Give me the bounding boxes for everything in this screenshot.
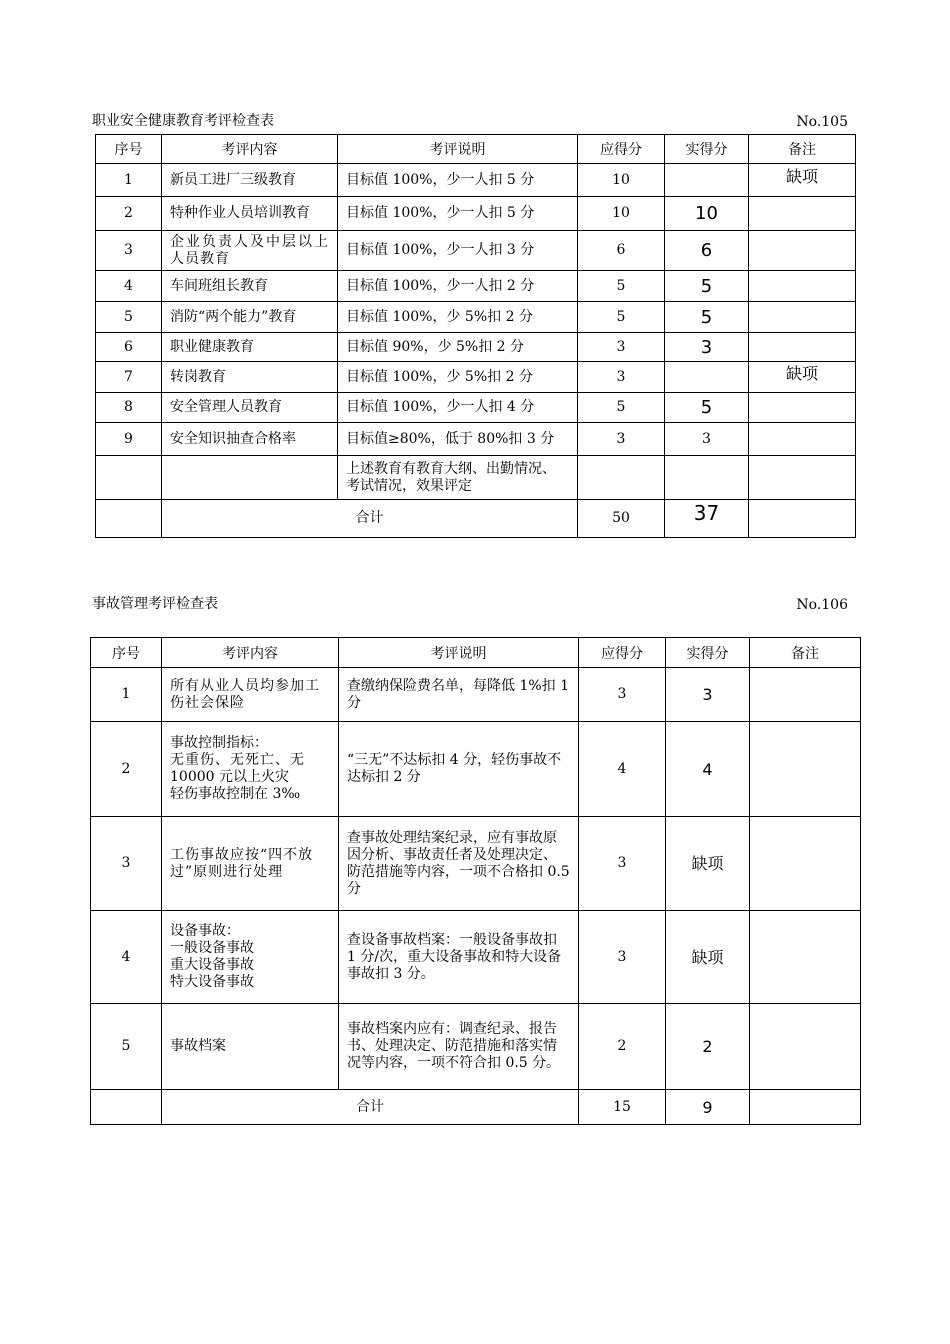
table-row bbox=[96, 423, 856, 456]
row-no: 8 bbox=[96, 393, 162, 423]
header-no: 序号 bbox=[96, 135, 162, 164]
row-desc: 上述教育有教育大纲、出勤情况、考试情况，效果评定 bbox=[338, 456, 578, 500]
row-desc: 事故档案内应有：调查纪录、报告书、处理决定、防范措施和落实情况等内容，一项不符合扣 0.5 分。 bbox=[339, 1004, 579, 1090]
total-should: 50 bbox=[578, 500, 665, 538]
content-line: 一般设备事故 bbox=[170, 940, 254, 956]
row-actual: 4 bbox=[666, 722, 750, 817]
content-line: 重大设备事故 bbox=[170, 957, 254, 973]
row-remark bbox=[749, 197, 856, 231]
table-row bbox=[96, 302, 856, 333]
row-no: 3 bbox=[96, 231, 162, 271]
row-should: 5 bbox=[578, 302, 665, 333]
row-desc: 目标值 100%，少一人扣 4 分 bbox=[338, 393, 578, 423]
row-no: 4 bbox=[96, 271, 162, 302]
row-desc: 查设备事故档案：一般设备事故扣 1 分/次，重大设备事故和特大设备事故扣 3 分。 bbox=[339, 911, 579, 1004]
row-desc: “三无”不达标扣 4 分，轻伤事故不达标扣 2 分 bbox=[339, 722, 579, 817]
header-should: 应得分 bbox=[578, 135, 665, 164]
row-content bbox=[162, 911, 339, 1004]
row-no: 5 bbox=[91, 1004, 162, 1090]
content-line: 事故控制指标： bbox=[170, 735, 268, 751]
header-actual: 实得分 bbox=[665, 135, 749, 164]
row-content: 企业负责人及中层以上人员教育 bbox=[162, 231, 338, 271]
row-actual bbox=[665, 164, 749, 197]
row-content bbox=[162, 722, 339, 817]
row-should: 10 bbox=[578, 197, 665, 231]
table-row bbox=[91, 668, 861, 722]
content-line: 特大设备事故 bbox=[170, 974, 254, 990]
row-content: 职业健康教育 bbox=[162, 333, 338, 362]
table-row bbox=[96, 333, 856, 362]
table-row bbox=[91, 1004, 861, 1090]
row-should: 3 bbox=[579, 668, 666, 722]
row-desc: 目标值 100%，少一人扣 2 分 bbox=[338, 271, 578, 302]
row-no bbox=[96, 456, 162, 500]
row-content: 安全管理人员教育 bbox=[162, 393, 338, 423]
row-content: 事故档案 bbox=[162, 1004, 339, 1090]
row-no: 2 bbox=[96, 197, 162, 231]
row-remark bbox=[749, 271, 856, 302]
row-should: 3 bbox=[579, 911, 666, 1004]
row-should: 10 bbox=[578, 164, 665, 197]
row-content: 特种作业人员培训教育 bbox=[162, 197, 338, 231]
row-desc: 目标值 100%，少 5%扣 2 分 bbox=[338, 302, 578, 333]
row-content: 所有从业人员均参加工伤社会保险 bbox=[162, 668, 339, 722]
total-blank bbox=[96, 500, 162, 538]
row-remark bbox=[749, 333, 856, 362]
table1-number: No.105 bbox=[796, 114, 848, 130]
row-desc: 查缴纳保险费名单，每降低 1%扣 1 分 bbox=[339, 668, 579, 722]
total-should: 15 bbox=[579, 1090, 666, 1125]
total-label: 合计 bbox=[162, 1090, 579, 1125]
table-row bbox=[96, 362, 856, 393]
row-content: 消防“两个能力”教育 bbox=[162, 302, 338, 333]
header-remark: 备注 bbox=[749, 135, 856, 164]
row-should: 3 bbox=[578, 333, 665, 362]
table-row bbox=[96, 393, 856, 423]
table2-number: No.106 bbox=[796, 597, 848, 613]
table-row bbox=[91, 817, 861, 911]
row-actual: 缺项 bbox=[666, 817, 750, 911]
row-no: 2 bbox=[91, 722, 162, 817]
row-content: 工伤事故应按“四不放过”原则进行处理 bbox=[162, 817, 339, 911]
row-remark bbox=[750, 722, 861, 817]
content-line: 轻伤事故控制在 3‰ bbox=[170, 786, 301, 802]
row-actual: 3 bbox=[665, 423, 749, 456]
header-content: 考评内容 bbox=[162, 638, 339, 668]
table-total-row bbox=[96, 500, 856, 538]
table-row bbox=[96, 164, 856, 197]
table2-header-row bbox=[91, 638, 861, 668]
row-should: 4 bbox=[579, 722, 666, 817]
total-actual: 37 bbox=[665, 500, 749, 538]
row-should: 5 bbox=[578, 393, 665, 423]
row-content: 转岗教育 bbox=[162, 362, 338, 393]
row-no: 9 bbox=[96, 423, 162, 456]
row-actual: 10 bbox=[665, 197, 749, 231]
row-no: 3 bbox=[91, 817, 162, 911]
row-remark bbox=[749, 456, 856, 500]
row-desc: 目标值 100%，少一人扣 5 分 bbox=[338, 197, 578, 231]
row-desc: 目标值 100%，少 5%扣 2 分 bbox=[338, 362, 578, 393]
row-remark bbox=[749, 393, 856, 423]
row-no: 5 bbox=[96, 302, 162, 333]
content-line: 无重伤、无死亡、无 bbox=[170, 752, 305, 768]
row-no: 7 bbox=[96, 362, 162, 393]
row-actual bbox=[665, 456, 749, 500]
row-remark bbox=[749, 302, 856, 333]
row-remark bbox=[749, 423, 856, 456]
content-line: 设备事故： bbox=[170, 923, 240, 939]
header-actual: 实得分 bbox=[666, 638, 750, 668]
table-total-row bbox=[91, 1090, 861, 1125]
row-actual: 2 bbox=[666, 1004, 750, 1090]
row-no: 6 bbox=[96, 333, 162, 362]
row-should bbox=[578, 456, 665, 500]
table-row bbox=[96, 231, 856, 271]
row-actual: 缺项 bbox=[666, 911, 750, 1004]
row-should: 5 bbox=[578, 271, 665, 302]
row-remark bbox=[750, 911, 861, 1004]
row-actual: 5 bbox=[665, 302, 749, 333]
table-row bbox=[96, 271, 856, 302]
row-content: 安全知识抽查合格率 bbox=[162, 423, 338, 456]
row-desc: 查事故处理结案纪录，应有事故原因分析、事故责任者及处理决定、防范措施等内容，一项不合格扣 0.5 分 bbox=[339, 817, 579, 911]
row-actual bbox=[665, 362, 749, 393]
row-desc: 目标值 90%，少 5%扣 2 分 bbox=[338, 333, 578, 362]
row-actual: 5 bbox=[665, 393, 749, 423]
table-row bbox=[96, 456, 856, 500]
row-remark bbox=[750, 817, 861, 911]
header-desc: 考评说明 bbox=[338, 135, 578, 164]
row-no: 4 bbox=[91, 911, 162, 1004]
row-desc: 目标值≥80%，低于 80%扣 3 分 bbox=[338, 423, 578, 456]
row-actual: 3 bbox=[665, 333, 749, 362]
row-should: 3 bbox=[578, 362, 665, 393]
total-label: 合计 bbox=[162, 500, 578, 538]
row-desc: 目标值 100%，少一人扣 3 分 bbox=[338, 231, 578, 271]
table1-header-row bbox=[96, 135, 856, 164]
header-remark: 备注 bbox=[750, 638, 861, 668]
row-remark bbox=[750, 1004, 861, 1090]
header-no: 序号 bbox=[91, 638, 162, 668]
row-actual: 6 bbox=[665, 231, 749, 271]
table2-caption: 事故管理考评检查表 bbox=[92, 596, 218, 612]
header-content: 考评内容 bbox=[162, 135, 338, 164]
table-row bbox=[91, 722, 861, 817]
table2 bbox=[90, 637, 861, 1125]
row-actual: 5 bbox=[665, 271, 749, 302]
row-remark bbox=[750, 668, 861, 722]
row-should: 3 bbox=[578, 423, 665, 456]
row-should: 6 bbox=[578, 231, 665, 271]
table1 bbox=[95, 134, 856, 538]
row-desc: 目标值 100%，少一人扣 5 分 bbox=[338, 164, 578, 197]
row-no: 1 bbox=[91, 668, 162, 722]
row-remark: 缺项 bbox=[749, 362, 856, 393]
row-actual: 3 bbox=[666, 668, 750, 722]
row-remark: 缺项 bbox=[749, 164, 856, 197]
row-no: 1 bbox=[96, 164, 162, 197]
total-remark bbox=[750, 1090, 861, 1125]
row-should: 2 bbox=[579, 1004, 666, 1090]
row-should: 3 bbox=[579, 817, 666, 911]
table-row bbox=[96, 197, 856, 231]
row-content bbox=[162, 456, 338, 500]
total-actual: 9 bbox=[666, 1090, 750, 1125]
row-remark bbox=[749, 231, 856, 271]
table1-caption: 职业安全健康教育考评检查表 bbox=[92, 113, 274, 129]
table-row bbox=[91, 911, 861, 1004]
content-line: 10000 元以上火灾 bbox=[170, 769, 289, 785]
row-content: 新员工进厂三级教育 bbox=[162, 164, 338, 197]
header-desc: 考评说明 bbox=[339, 638, 579, 668]
total-blank bbox=[91, 1090, 162, 1125]
total-remark bbox=[749, 500, 856, 538]
row-content: 车间班组长教育 bbox=[162, 271, 338, 302]
header-should: 应得分 bbox=[579, 638, 666, 668]
